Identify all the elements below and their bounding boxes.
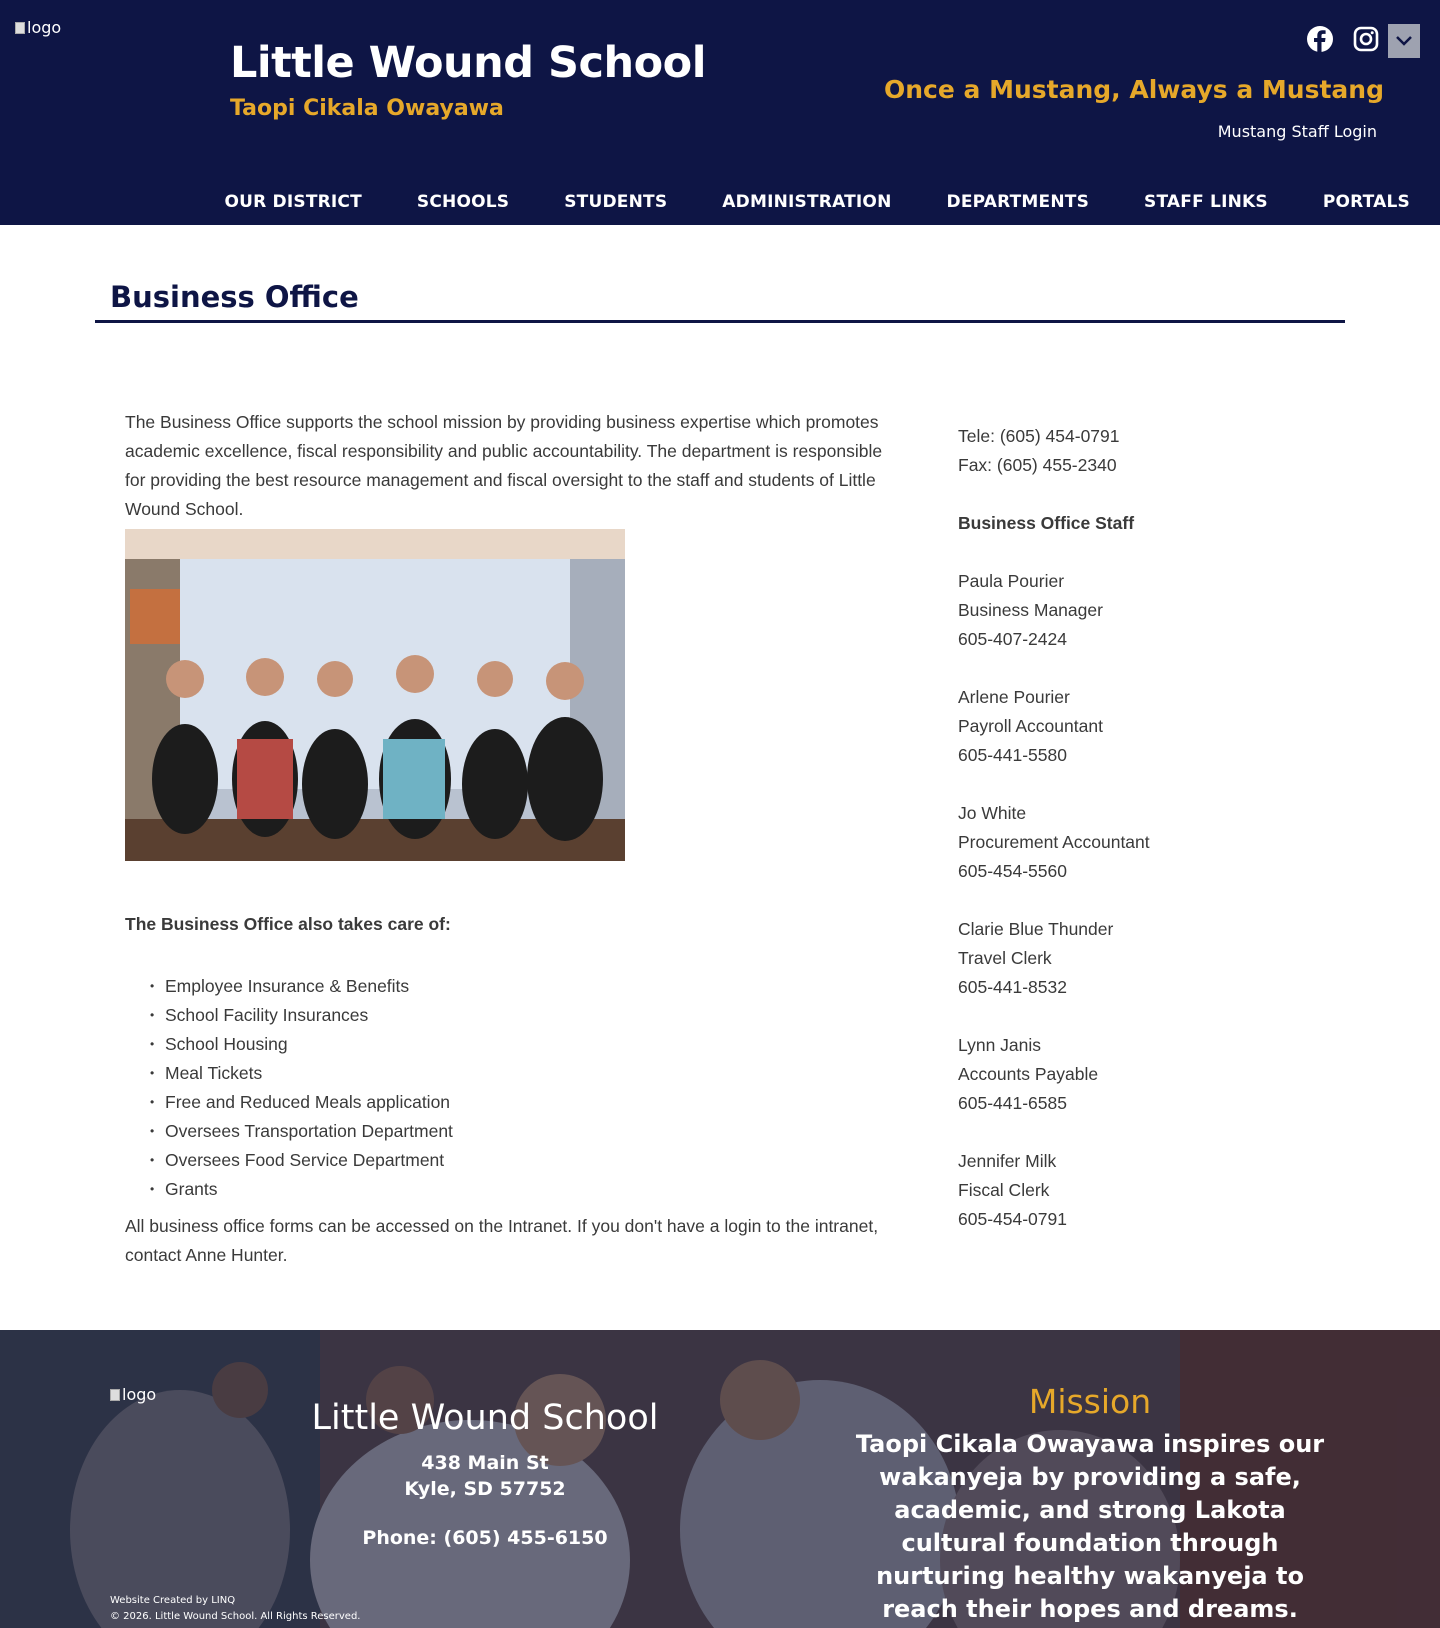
fax-number: Fax: (605) 455-2340 [958, 455, 1117, 475]
instagram-icon [1353, 26, 1379, 52]
staff-phone: 605-441-5580 [958, 745, 1067, 765]
services-list [150, 972, 453, 1204]
staff-role: Procurement Accountant [958, 832, 1150, 852]
logo[interactable] [15, 18, 61, 37]
forms-note: All business office forms can be accessed on the Intranet. If you don't have a login to the intranet, contact Anne Hunter. [125, 1216, 879, 1265]
staff-name: Jennifer Milk [958, 1151, 1057, 1171]
staff-name: Jo White [958, 803, 1027, 823]
tagline: Once a Mustang, Always a Mustang [883, 75, 1384, 104]
list-item: • Employee Insurance & Benefits [150, 972, 453, 1001]
staff-phone: 605-441-6585 [958, 1093, 1067, 1113]
site-title[interactable]: Little Wound School [230, 38, 706, 88]
chevron-down-icon [1395, 35, 1413, 47]
nav-administration[interactable]: ADMINISTRATION [722, 192, 892, 212]
mission-title: Mission [1028, 1382, 1152, 1421]
address-line: Kyle, SD 57752 [404, 1478, 566, 1500]
list-item: • School Housing [150, 1030, 453, 1059]
footer-address [280, 1450, 690, 1502]
header-dropdown-toggle[interactable] [1388, 24, 1420, 58]
nav-schools[interactable]: SCHOOLS [416, 192, 510, 212]
staff-entry [958, 567, 1358, 654]
footer-phone[interactable]: Phone: (605) 455-6150 [362, 1527, 608, 1549]
site-subtitle: Taopi Cikala Owayawa [230, 96, 504, 121]
list-item: • Grants [150, 1175, 453, 1204]
site-footer [0, 1330, 1440, 1628]
staff-heading: Business Office Staff [958, 513, 1135, 533]
also-heading: The Business Office also takes care of: [125, 914, 451, 934]
nav-students[interactable]: STUDENTS [564, 192, 668, 212]
mission-text: Taopi Cikala Owayawa inspires our wakanyeja by providing a safe, academic, and strong Lakota cultural foundation through nurturing healthy wakanyeja to reach their hopes and dreams. [855, 1430, 1325, 1623]
address-line: 438 Main St [421, 1452, 549, 1474]
nav-portals[interactable]: PORTALS [1322, 192, 1410, 212]
nav-our-district[interactable]: OUR DISTRICT [224, 192, 362, 212]
staff-role: Business Manager [958, 600, 1103, 620]
staff-phone: 605-407-2424 [958, 629, 1067, 649]
staff-entry [958, 683, 1358, 770]
footer-school-name: Little Wound School [311, 1398, 659, 1438]
staff-entry [958, 915, 1358, 1002]
staff-name: Arlene Pourier [958, 687, 1070, 707]
footer-logo[interactable] [110, 1385, 156, 1404]
staff-role: Payroll Accountant [958, 716, 1103, 736]
staff-name: Lynn Janis [958, 1035, 1042, 1055]
list-item: • School Facility Insurances [150, 1001, 453, 1030]
tele-number: Tele: (605) 454-0791 [958, 426, 1120, 446]
staff-role: Travel Clerk [958, 948, 1052, 968]
copyright: © 2026. Little Wound School. All Rights Reserved. [110, 1611, 361, 1622]
list-item: • Meal Tickets [150, 1059, 453, 1088]
staff-name: Clarie Blue Thunder [958, 919, 1114, 939]
staff-entry [958, 799, 1358, 886]
intro-paragraph: The Business Office supports the school mission by providing business expertise which promotes academic excellence, fiscal responsibility and public accountability. The department is responsible for providing the best resource management and fiscal oversight to the staff and students of Little Wound School. [125, 412, 883, 519]
staff-role: Fiscal Clerk [958, 1180, 1050, 1200]
staff-photo [125, 529, 625, 861]
credit-link[interactable]: Website Created by LINQ [110, 1595, 236, 1606]
staff-entry [958, 1147, 1358, 1234]
staff-entry [958, 1031, 1358, 1118]
instagram-link[interactable] [1351, 24, 1381, 54]
contact-sidebar [958, 422, 1358, 1263]
footer-credit [110, 1593, 360, 1625]
list-item: • Oversees Food Service Department [150, 1146, 453, 1175]
staff-role: Accounts Payable [958, 1064, 1099, 1084]
staff-phone: 605-441-8532 [958, 977, 1067, 997]
logo-alt-text: logo [122, 1385, 157, 1404]
list-item: • Free and Reduced Meals application [150, 1088, 453, 1117]
site-header [0, 0, 1440, 225]
staff-login-link[interactable]: Mustang Staff Login [1217, 122, 1377, 141]
staff-name: Paula Pourier [958, 571, 1065, 591]
main-nav [169, 192, 1410, 212]
nav-staff-links[interactable]: STAFF LINKS [1144, 192, 1268, 212]
facebook-link[interactable] [1305, 24, 1335, 54]
facebook-icon [1306, 25, 1334, 53]
broken-image-icon [110, 1389, 120, 1401]
nav-departments[interactable]: DEPARTMENTS [946, 192, 1090, 212]
broken-image-icon [15, 22, 25, 34]
title-divider [95, 320, 1345, 323]
page-title: Business Office [110, 280, 359, 314]
staff-phone: 605-454-5560 [958, 861, 1067, 881]
logo-alt-text: logo [27, 18, 62, 37]
list-item: • Oversees Transportation Department [150, 1117, 453, 1146]
staff-phone: 605-454-0791 [958, 1209, 1067, 1229]
